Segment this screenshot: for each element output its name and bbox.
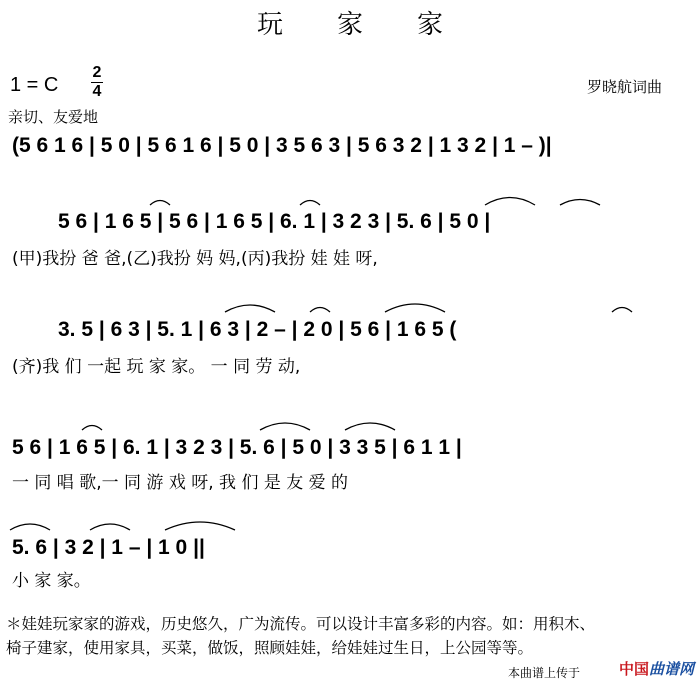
- page-title: 玩家家: [256, 10, 497, 40]
- key-signature: 1 = C: [10, 74, 59, 96]
- meter-top: 2: [92, 64, 102, 81]
- meter-bottom: 4: [92, 83, 102, 100]
- author-credit: 罗晓航词曲: [586, 78, 662, 96]
- footnote-line-1: ＊娃娃玩家家的游戏，历史悠久，广为流传。可以设计丰富多彩的内容。如：用积木、: [6, 615, 596, 633]
- logo-text-2: 曲谱网: [648, 661, 694, 678]
- score-line-5-lyrics: 小 家 家。: [12, 571, 91, 591]
- score-line-4-lyrics: 一 同 唱 歌,一 同 游 戏 呀, 我 们 是 友 爱 的: [12, 473, 349, 493]
- score-line-3-lyrics: (齐)我 们 一起 玩 家 家。 一 同 劳 动,: [12, 357, 301, 377]
- site-logo: [619, 658, 694, 679]
- score-line-3-notes: 3. 5 | 6 3 | 5. 1 | 6 3 | 2 – | 2 0 | 5 6 | 1 6 5 (: [58, 318, 457, 341]
- score-line-5-notes: 5. 6 | 3 2 | 1 – | 1 0 ||: [12, 536, 205, 559]
- logo-text-1: 中国: [618, 661, 649, 678]
- score-line-2-lyrics: (甲)我扮 爸 爸,(乙)我扮 妈 妈,(丙)我扮 娃 娃 呀,: [12, 249, 378, 269]
- score-line-2-notes: 5 6 | 1 6 5 | 5 6 | 1 6 5 | 6. 1 | 3 2 3 | 5. 6 | 5 0 |: [58, 210, 491, 233]
- score-line-4-notes: 5 6 | 1 6 5 | 6. 1 | 3 2 3 | 5. 6 | 5 0 | 3 3 5 | 6 1 1 |: [12, 436, 462, 459]
- upload-credit: 本曲谱上传于: [507, 666, 580, 680]
- score-line-1-notes: (5 6 1 6 | 5 0 | 5 6 1 6 | 5 0 | 3 5 6 3 | 5 6 3 2 | 1 3 2 | 1 – )|: [12, 134, 552, 157]
- footnote-line-2: 椅子建家，使用家具，买菜，做饭，照顾娃娃，给娃娃过生日，上公园等等。: [6, 639, 534, 657]
- tempo-marking: 亲切、友爱地: [8, 108, 99, 126]
